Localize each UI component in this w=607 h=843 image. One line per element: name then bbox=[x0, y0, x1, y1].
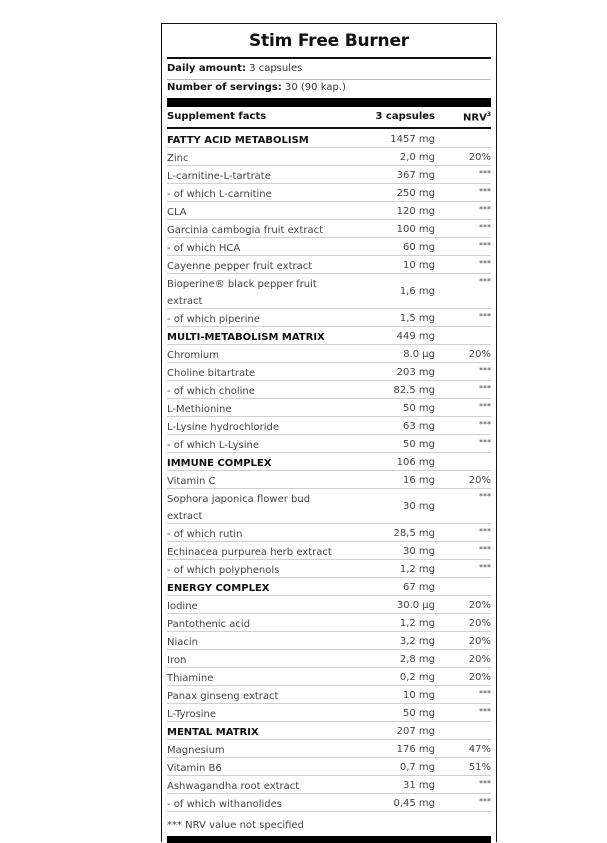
nutrient-name: Sophora japonica flower bud extract bbox=[167, 494, 311, 522]
nutrient-amount: 0,2 mg bbox=[399, 672, 435, 683]
column-header-divider bbox=[167, 127, 491, 129]
nutrient-name: Zinc bbox=[167, 153, 189, 164]
nutrient-nrv: *** bbox=[479, 689, 491, 698]
nutrient-amount: 106 mg bbox=[396, 457, 435, 468]
nutrient-row bbox=[167, 363, 491, 381]
nutrient-name: Ashwagandha root extract bbox=[167, 781, 300, 792]
section-header-row bbox=[167, 327, 491, 345]
daily-amount-label: Daily amount: bbox=[167, 63, 246, 74]
nutrient-name: IMMUNE COMPLEX bbox=[167, 458, 272, 469]
nutrient-name: - of which rutin bbox=[167, 529, 243, 540]
nutrient-nrv: *** bbox=[479, 169, 491, 178]
header-black-bar bbox=[167, 98, 491, 107]
nutrient-row bbox=[167, 435, 491, 453]
nutrient-name: Vitamin C bbox=[167, 476, 216, 487]
product-title: Stim Free Burner bbox=[249, 31, 409, 51]
nutrient-nrv: 47% bbox=[468, 744, 491, 755]
nutrient-nrv: *** bbox=[479, 527, 491, 536]
nutrient-nrv: 51% bbox=[468, 762, 491, 773]
nutrient-name: - of which polyphenols bbox=[167, 565, 280, 576]
nutrient-nrv: 20% bbox=[468, 600, 491, 611]
nutrient-nrv: *** bbox=[479, 545, 491, 554]
nutrient-row bbox=[167, 309, 491, 327]
nutrient-row bbox=[167, 776, 491, 794]
nutrient-row bbox=[167, 166, 491, 184]
nutrient-amount: 10 mg bbox=[403, 260, 435, 271]
nutrient-amount: 50 mg bbox=[403, 708, 435, 719]
nutrient-name: - of which L-Lysine bbox=[167, 440, 259, 451]
nutrient-name: CLA bbox=[167, 207, 187, 218]
nutrient-name: Niacin bbox=[167, 637, 199, 648]
nutrient-name: Iron bbox=[167, 655, 187, 666]
nutrient-nrv: 20% bbox=[468, 654, 491, 665]
nutrient-nrv: *** bbox=[479, 420, 491, 429]
column-header-nrv-sup: 3 bbox=[486, 111, 491, 118]
section-header-row bbox=[167, 130, 491, 148]
nutrient-name: FATTY ACID METABOLISM bbox=[167, 135, 309, 146]
nutrient-amount: 2,8 mg bbox=[399, 654, 435, 665]
title-divider bbox=[167, 57, 491, 59]
nutrient-nrv: *** bbox=[479, 241, 491, 250]
nutrient-name: Thiamine bbox=[167, 673, 214, 684]
nutrient-nrv: *** bbox=[479, 563, 491, 572]
nutrient-row bbox=[167, 740, 491, 758]
section-header-row bbox=[167, 453, 491, 471]
nutrient-nrv: 20% bbox=[468, 672, 491, 683]
nutrient-nrv: *** bbox=[479, 187, 491, 196]
nutrient-amount: 1,2 mg bbox=[399, 618, 435, 629]
nutrient-row bbox=[167, 542, 491, 560]
nutrient-amount: 1,2 mg bbox=[399, 564, 435, 575]
nutrient-name: Choline bitartrate bbox=[167, 368, 256, 379]
column-header-nrv-label: NRV bbox=[463, 112, 487, 124]
nutrient-amount: 203 mg bbox=[396, 367, 435, 378]
nutrient-nrv: *** bbox=[479, 205, 491, 214]
nrv-footnote: *** NRV value not specified bbox=[167, 820, 304, 831]
nutrient-name: MENTAL MATRIX bbox=[167, 727, 259, 738]
nutrient-row bbox=[167, 274, 491, 309]
nutrient-nrv: 20% bbox=[468, 636, 491, 647]
nutrient-row bbox=[167, 399, 491, 417]
nutrient-row bbox=[167, 758, 491, 776]
nutrient-nrv: *** bbox=[479, 402, 491, 411]
nutrient-row bbox=[167, 632, 491, 650]
nutrient-row bbox=[167, 704, 491, 722]
row-divider bbox=[167, 79, 491, 80]
nutrient-nrv: *** bbox=[479, 797, 491, 806]
nutrient-amount: 10 mg bbox=[403, 690, 435, 701]
nutrient-nrv: *** bbox=[479, 492, 491, 501]
nutrient-row bbox=[167, 148, 491, 166]
nutrient-amount: 8.0 µg bbox=[403, 349, 435, 360]
nutrient-table bbox=[167, 130, 491, 812]
nutrient-amount: 120 mg bbox=[396, 206, 435, 217]
nutrient-nrv: *** bbox=[479, 223, 491, 232]
servings-line bbox=[167, 82, 491, 93]
nutrient-amount: 50 mg bbox=[403, 439, 435, 450]
nutrient-amount: 449 mg bbox=[396, 331, 435, 342]
nutrient-nrv: 20% bbox=[468, 475, 491, 486]
nutrient-amount: 100 mg bbox=[396, 224, 435, 235]
column-header-nrv bbox=[463, 111, 491, 123]
nutrient-name: - of which piperine bbox=[167, 314, 260, 325]
nutrient-name: Vitamin B6 bbox=[167, 763, 222, 774]
nutrient-row bbox=[167, 686, 491, 704]
nutrient-name: - of which withanolides bbox=[167, 799, 282, 810]
nutrient-amount: 67 mg bbox=[403, 582, 435, 593]
nutrient-amount: 30 mg bbox=[403, 501, 435, 512]
nutrient-amount: 0,7 mg bbox=[399, 762, 435, 773]
nutrient-nrv: *** bbox=[479, 312, 491, 321]
nutrient-amount: 82.5 mg bbox=[393, 385, 435, 396]
nutrient-nrv: *** bbox=[479, 707, 491, 716]
nutrient-nrv: *** bbox=[479, 438, 491, 447]
nutrient-row bbox=[167, 489, 491, 524]
nutrient-nrv: 20% bbox=[468, 349, 491, 360]
nutrient-name: Iodine bbox=[167, 601, 198, 612]
nutrient-amount: 1,6 mg bbox=[399, 286, 435, 297]
nutrient-nrv: 20% bbox=[468, 618, 491, 629]
section-header-row bbox=[167, 578, 491, 596]
servings-value: 30 (90 kap.) bbox=[285, 82, 346, 93]
nutrient-row bbox=[167, 184, 491, 202]
nutrient-name: Pantothenic acid bbox=[167, 619, 251, 630]
nutrient-name: Panax ginseng extract bbox=[167, 691, 279, 702]
section-header-row bbox=[167, 722, 491, 740]
nutrient-amount: 207 mg bbox=[396, 726, 435, 737]
column-header bbox=[167, 110, 491, 126]
nutrient-name: - of which choline bbox=[167, 386, 255, 397]
nutrient-row bbox=[167, 345, 491, 363]
nutrient-amount: 28,5 mg bbox=[393, 528, 435, 539]
nutrient-row bbox=[167, 668, 491, 686]
nutrient-nrv: *** bbox=[479, 366, 491, 375]
nutrient-name: - of which L-carnitine bbox=[167, 189, 272, 200]
nutrient-row bbox=[167, 471, 491, 489]
nutrient-row bbox=[167, 524, 491, 542]
daily-amount-value: 3 capsules bbox=[249, 63, 303, 74]
daily-amount-line bbox=[167, 63, 491, 74]
nutrient-amount: 1457 mg bbox=[390, 134, 435, 145]
nutrient-name: L-Lysine hydrochloride bbox=[167, 422, 279, 433]
nutrient-name: L-carnitine-L-tartrate bbox=[167, 171, 271, 182]
nutrient-amount: 367 mg bbox=[396, 170, 435, 181]
column-header-amount: 3 capsules bbox=[375, 111, 435, 122]
nutrient-name: Magnesium bbox=[167, 745, 225, 756]
nutrient-amount: 50 mg bbox=[403, 403, 435, 414]
nutrient-row bbox=[167, 202, 491, 220]
nutrient-amount: 0,45 mg bbox=[393, 798, 435, 809]
nutrient-amount: 30 mg bbox=[403, 546, 435, 557]
column-header-name: Supplement facts bbox=[167, 111, 267, 122]
nutrient-nrv: *** bbox=[479, 384, 491, 393]
nutrient-name: ENERGY COMPLEX bbox=[167, 583, 270, 594]
nutrient-row bbox=[167, 256, 491, 274]
nutrient-amount: 16 mg bbox=[403, 475, 435, 486]
nutrient-name: Chromium bbox=[167, 350, 219, 361]
nutrient-amount: 176 mg bbox=[396, 744, 435, 755]
nutrient-row bbox=[167, 650, 491, 668]
nutrient-amount: 250 mg bbox=[396, 188, 435, 199]
nutrient-row bbox=[167, 614, 491, 632]
nutrient-row bbox=[167, 560, 491, 578]
nutrient-name: L-Tyrosine bbox=[167, 709, 217, 720]
servings-label: Number of servings: bbox=[167, 82, 282, 93]
nutrient-amount: 1,5 mg bbox=[399, 313, 435, 324]
nutrient-row bbox=[167, 596, 491, 614]
nutrient-amount: 60 mg bbox=[403, 242, 435, 253]
nutrient-row bbox=[167, 381, 491, 399]
nutrient-row bbox=[167, 417, 491, 435]
nutrient-amount: 2,0 mg bbox=[399, 152, 435, 163]
nutrient-row bbox=[167, 220, 491, 238]
nutrient-row bbox=[167, 794, 491, 812]
nutrient-nrv: *** bbox=[479, 779, 491, 788]
nutrient-amount: 63 mg bbox=[403, 421, 435, 432]
nutrient-row bbox=[167, 238, 491, 256]
supplement-facts-panel bbox=[161, 23, 497, 842]
nutrient-amount: 30.0 µg bbox=[396, 600, 435, 611]
nutrient-name: L-Methionine bbox=[167, 404, 232, 415]
nutrient-name: Cayenne pepper fruit extract bbox=[167, 261, 313, 272]
nutrient-name: Garcinia cambogia fruit extract bbox=[167, 225, 324, 236]
nutrient-amount: 31 mg bbox=[403, 780, 435, 791]
nutrient-name: MULTI-METABOLISM MATRIX bbox=[167, 332, 325, 343]
nutrient-name: Bioperine® black pepper fruit extract bbox=[167, 279, 317, 307]
nutrient-nrv: 20% bbox=[468, 152, 491, 163]
nutrient-name: - of which HCA bbox=[167, 243, 241, 254]
nutrient-name: Echinacea purpurea herb extract bbox=[167, 547, 332, 558]
nutrient-amount: 3,2 mg bbox=[399, 636, 435, 647]
nutrient-nrv: *** bbox=[479, 259, 491, 268]
nutrient-nrv: *** bbox=[479, 277, 491, 286]
